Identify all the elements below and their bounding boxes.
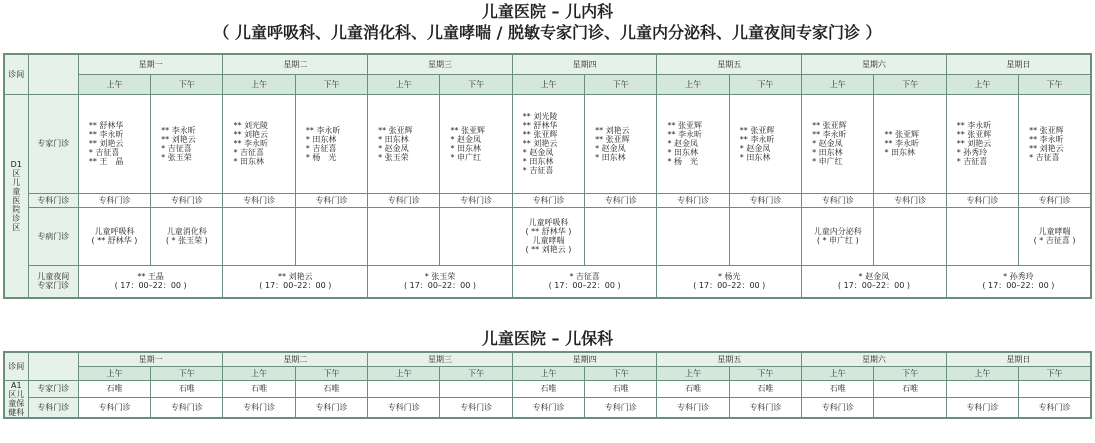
day-header: 星期五 [657,352,802,366]
day-header: 星期四 [512,54,657,74]
expert-cell [1019,380,1091,397]
pm-header: 下午 [874,74,946,94]
disease-cell [223,207,295,265]
specialty-cell: 专科门诊 [802,397,874,417]
night-cell: ** 刘艳云 ( 17：00–22：00 ) [223,265,368,298]
disease-cell: 儿童呼吸科 ( ** 舒林华 ) 儿童哮喘 ( ** 刘艳云 ) [512,207,584,265]
specialty-cell: 专科门诊 [946,193,1018,207]
am-header: 上午 [223,366,295,380]
specialty-cell: 专科门诊 [78,193,150,207]
pm-header: 下午 [1019,74,1091,94]
day-header-row [4,54,1091,74]
specialty-cell: 专科门诊 [729,193,801,207]
area-label: D1 区 儿 童 医 院 诊 区 [4,94,28,298]
expert-cell: 石唯 [729,380,801,397]
disease-cell [946,207,1018,265]
expert-cell: 石唯 [512,380,584,397]
specialty-cell: 专科门诊 [368,193,440,207]
expert-cell: 石唯 [585,380,657,397]
specialty-cell: 专科门诊 [151,397,223,417]
specialty-cell: 专科门诊 [946,397,1018,417]
day-header: 星期四 [512,352,657,366]
night-cell: * 吉征喜 ( 17：00–22：00 ) [512,265,657,298]
specialty-row [4,193,1091,207]
night-row [4,265,1091,298]
expert-row [4,380,1091,397]
expert-cell: 石唯 [657,380,729,397]
disease-cell [440,207,512,265]
specialty-cell: 专科门诊 [802,193,874,207]
disease-cell [295,207,367,265]
am-header: 上午 [946,366,1018,380]
expert-cell: ** 刘艳云 ** 张亚辉 * 赵金凤 * 田东林 [585,94,657,193]
corner-cell: 诊间 [4,54,28,94]
pm-header: 下午 [295,74,367,94]
night-label: 儿童夜间 专家门诊 [28,265,78,298]
night-cell: * 张玉荣 ( 17：00–22：00 ) [368,265,513,298]
specialty-cell: 专科门诊 [1019,397,1091,417]
day-header: 星期二 [223,54,368,74]
am-header: 上午 [657,366,729,380]
corner-cell: 诊间 [4,352,28,380]
specialty-cell [874,397,946,417]
day-header-row [4,352,1091,366]
am-header: 上午 [946,74,1018,94]
specialty-cell: 专科门诊 [295,193,367,207]
specialty-cell: 专科门诊 [585,397,657,417]
specialty-row [4,397,1091,417]
night-cell: * 赵金凤 ( 17：00–22：00 ) [802,265,947,298]
night-cell: ** 王晶 ( 17：00–22：00 ) [78,265,223,298]
disease-label: 专病门诊 [28,207,78,265]
pm-header: 下午 [729,74,801,94]
ampm-header-row [4,74,1091,94]
am-header: 上午 [78,366,150,380]
area-label: A1 区儿 童保 健科 [4,380,28,418]
expert-cell [440,380,512,397]
expert-cell: ** 张亚辉 * 田东林 * 赵金凤 * 张玉荣 [368,94,440,193]
specialty-cell: 专科门诊 [657,193,729,207]
page-subtitle: （ 儿童呼吸科、儿童消化科、儿童哮喘 / 脱敏专家门诊、儿童内分泌科、儿童夜间专家门诊 ） [213,23,882,42]
am-header: 上午 [512,366,584,380]
day-header: 星期三 [368,352,513,366]
specialty-cell: 专科门诊 [729,397,801,417]
disease-cell: 儿童消化科 ( * 张玉荣 ) [151,207,223,265]
am-header: 上午 [657,74,729,94]
expert-cell: ** 张亚辉 ** 李永昕 * 赵金凤 * 田东林 * 杨 光 [657,94,729,193]
night-cell: * 孙秀玲 ( 17：00–22：00 ) [946,265,1091,298]
disease-cell [585,207,657,265]
pm-header: 下午 [1019,366,1091,380]
disease-cell: 儿童内分泌科 ( * 申广红 ) [802,207,874,265]
expert-cell: ** 李永昕 ** 刘艳云 * 吉征喜 * 张玉荣 [151,94,223,193]
disease-cell [657,207,729,265]
specialty-cell: 专科门诊 [512,397,584,417]
pm-header: 下午 [585,74,657,94]
expert-cell: ** 李永昕 ** 张亚辉 ** 刘艳云 * 孙秀玲 * 吉征喜 [946,94,1018,193]
day-header: 星期一 [78,54,223,74]
ampm-header-row [4,366,1091,380]
pm-header: 下午 [585,366,657,380]
expert-label: 专家门诊 [28,94,78,193]
pm-header: 下午 [440,74,512,94]
expert-cell: 石唯 [78,380,150,397]
blank-cell [28,352,78,380]
day-header: 星期三 [368,54,513,74]
pm-header: 下午 [874,366,946,380]
specialty-cell: 专科门诊 [78,397,150,417]
disease-cell: 儿童哮喘 ( * 吉征喜 ) [1019,207,1091,265]
disease-row [4,207,1091,265]
day-header: 星期日 [946,352,1091,366]
expert-cell: 石唯 [295,380,367,397]
disease-cell [874,207,946,265]
specialty-cell: 专科门诊 [151,193,223,207]
specialty-cell: 专科门诊 [1019,193,1091,207]
page-title: 儿童医院 – 儿内科 [481,2,614,21]
am-header: 上午 [368,74,440,94]
am-header: 上午 [802,366,874,380]
expert-cell: ** 张亚辉 ** 李永昕 * 田东林 [874,94,946,193]
expert-row [4,94,1091,193]
specialty-label: 专科门诊 [28,397,78,417]
am-header: 上午 [223,74,295,94]
expert-cell [946,380,1018,397]
blank-cell [28,54,78,94]
pm-header: 下午 [151,74,223,94]
expert-cell: ** 刘光陵 ** 舒林华 ** 张亚辉 ** 刘艳云 * 赵金凤 * 田东林 * 吉征喜 [512,94,584,193]
disease-cell [368,207,440,265]
pm-header: 下午 [295,366,367,380]
expert-cell: ** 舒林华 ** 李永昕 ** 刘艳云 * 吉征喜 ** 王 晶 [78,94,150,193]
child-care-schedule-table [3,351,1092,419]
expert-cell: ** 张亚辉 * 赵金凤 * 田东林 * 申广红 [440,94,512,193]
expert-cell: ** 张亚辉 ** 李永昕 * 赵金凤 * 田东林 [729,94,801,193]
specialty-cell: 专科门诊 [223,397,295,417]
specialty-cell: 专科门诊 [874,193,946,207]
am-header: 上午 [78,74,150,94]
expert-label: 专家门诊 [28,380,78,397]
expert-cell: 石唯 [802,380,874,397]
specialty-cell: 专科门诊 [368,397,440,417]
day-header: 星期一 [78,352,223,366]
expert-cell: 石唯 [223,380,295,397]
specialty-cell: 专科门诊 [657,397,729,417]
am-header: 上午 [802,74,874,94]
specialty-cell: 专科门诊 [440,193,512,207]
expert-cell: 石唯 [874,380,946,397]
pm-header: 下午 [729,366,801,380]
specialty-label: 专科门诊 [28,193,78,207]
pm-header: 下午 [151,366,223,380]
expert-cell [368,380,440,397]
am-header: 上午 [368,366,440,380]
day-header: 星期日 [946,54,1091,74]
night-cell: * 杨光 ( 17：00–22：00 ) [657,265,802,298]
day-header: 星期六 [802,352,947,366]
expert-cell: 石唯 [151,380,223,397]
section-title-child-care: 儿童医院 – 儿保科 [481,329,614,348]
specialty-cell: 专科门诊 [585,193,657,207]
day-header: 星期五 [657,54,802,74]
expert-cell: ** 李永昕 * 田东林 * 吉征喜 * 杨 光 [295,94,367,193]
day-header: 星期六 [802,54,947,74]
disease-cell [729,207,801,265]
inpatient-schedule-table [3,53,1092,299]
disease-cell: 儿童呼吸科 ( ** 舒林华 ) [78,207,150,265]
specialty-cell: 专科门诊 [223,193,295,207]
am-header: 上午 [512,74,584,94]
expert-cell: ** 刘光陵 ** 刘艳云 ** 李永昕 * 吉征喜 * 田东林 [223,94,295,193]
expert-cell: ** 张亚辉 ** 李永昕 ** 刘艳云 * 吉征喜 [1019,94,1091,193]
expert-cell: ** 张亚辉 ** 李永昕 * 赵金凤 * 田东林 * 申广红 [802,94,874,193]
day-header: 星期二 [223,352,368,366]
specialty-cell: 专科门诊 [512,193,584,207]
specialty-cell: 专科门诊 [295,397,367,417]
pm-header: 下午 [440,366,512,380]
specialty-cell: 专科门诊 [440,397,512,417]
